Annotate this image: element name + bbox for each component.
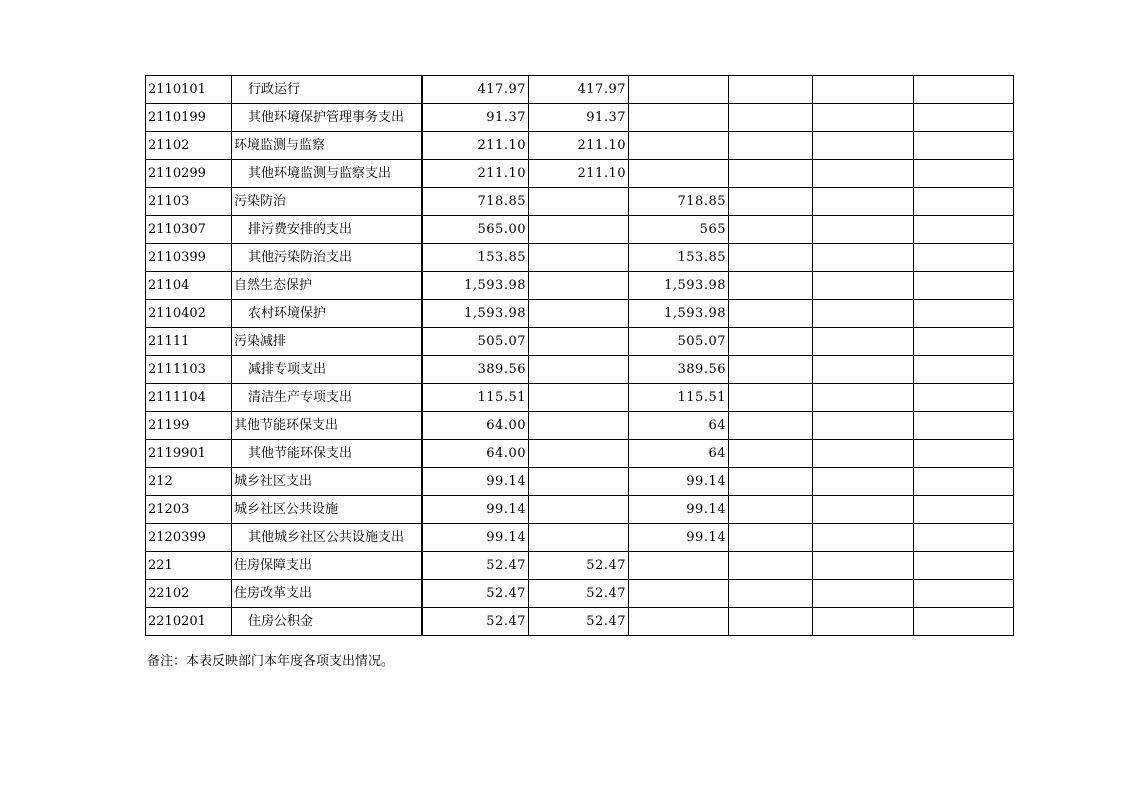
project-expenditure-cell	[629, 608, 729, 636]
total-amount-cell: 52.47	[422, 552, 529, 580]
account-name-cell: 行政运行	[232, 76, 422, 104]
empty-column-4-cell	[729, 552, 813, 580]
total-amount-cell: 115.51	[422, 384, 529, 412]
account-name-cell: 城乡社区支出	[232, 468, 422, 496]
total-amount-cell: 417.97	[422, 76, 529, 104]
empty-column-4-cell	[729, 384, 813, 412]
empty-column-4-cell	[729, 216, 813, 244]
empty-column-6-cell	[914, 272, 1014, 300]
empty-column-5-cell	[813, 356, 914, 384]
project-expenditure-cell: 99.14	[629, 468, 729, 496]
account-name-cell: 其他节能环保支出	[232, 412, 422, 440]
account-name-cell: 城乡社区公共设施	[232, 496, 422, 524]
table-body	[146, 76, 1014, 636]
total-amount-cell: 153.85	[422, 244, 529, 272]
total-amount-cell: 1,593.98	[422, 272, 529, 300]
project-expenditure-cell: 99.14	[629, 524, 729, 552]
empty-column-5-cell	[813, 272, 914, 300]
account-name-cell: 污染减排	[232, 328, 422, 356]
empty-column-6-cell	[914, 468, 1014, 496]
empty-column-6-cell	[914, 580, 1014, 608]
total-amount-cell: 64.00	[422, 440, 529, 468]
empty-column-4-cell	[729, 244, 813, 272]
total-amount-cell: 718.85	[422, 188, 529, 216]
empty-column-6-cell	[914, 132, 1014, 160]
account-name-cell: 其他环境保护管理事务支出	[232, 104, 422, 132]
project-expenditure-cell	[629, 580, 729, 608]
basic-expenditure-cell	[529, 244, 629, 272]
account-code-cell: 21199	[146, 412, 232, 440]
empty-column-6-cell	[914, 328, 1014, 356]
project-expenditure-cell: 99.14	[629, 496, 729, 524]
empty-column-4-cell	[729, 132, 813, 160]
basic-expenditure-cell	[529, 468, 629, 496]
basic-expenditure-cell	[529, 496, 629, 524]
account-code-cell: 21203	[146, 496, 232, 524]
account-code-cell: 212	[146, 468, 232, 496]
total-amount-cell: 505.07	[422, 328, 529, 356]
empty-column-5-cell	[813, 580, 914, 608]
total-amount-cell: 389.56	[422, 356, 529, 384]
empty-column-6-cell	[914, 300, 1014, 328]
account-code-cell: 2110199	[146, 104, 232, 132]
table-row	[146, 412, 1014, 440]
project-expenditure-cell: 718.85	[629, 188, 729, 216]
empty-column-4-cell	[729, 580, 813, 608]
account-name-cell: 住房保障支出	[232, 552, 422, 580]
empty-column-5-cell	[813, 608, 914, 636]
empty-column-5-cell	[813, 244, 914, 272]
table-row	[146, 76, 1014, 104]
account-name-cell: 农村环境保护	[232, 300, 422, 328]
table-row	[146, 104, 1014, 132]
account-name-cell: 其他污染防治支出	[232, 244, 422, 272]
table-row	[146, 328, 1014, 356]
empty-column-4-cell	[729, 356, 813, 384]
empty-column-6-cell	[914, 356, 1014, 384]
project-expenditure-cell: 153.85	[629, 244, 729, 272]
account-name-cell: 其他环境监测与监察支出	[232, 160, 422, 188]
account-code-cell: 22102	[146, 580, 232, 608]
account-code-cell: 2111104	[146, 384, 232, 412]
basic-expenditure-cell: 417.97	[529, 76, 629, 104]
total-amount-cell: 211.10	[422, 160, 529, 188]
empty-column-5-cell	[813, 468, 914, 496]
total-amount-cell: 565.00	[422, 216, 529, 244]
table-footnote: 备注：本表反映部门本年度各项支出情况。	[147, 654, 395, 669]
table-row	[146, 244, 1014, 272]
project-expenditure-cell	[629, 552, 729, 580]
empty-column-5-cell	[813, 132, 914, 160]
project-expenditure-cell	[629, 104, 729, 132]
empty-column-4-cell	[729, 104, 813, 132]
empty-column-5-cell	[813, 384, 914, 412]
empty-column-5-cell	[813, 440, 914, 468]
basic-expenditure-cell	[529, 384, 629, 412]
table-row	[146, 552, 1014, 580]
table-row	[146, 440, 1014, 468]
empty-column-5-cell	[813, 552, 914, 580]
account-name-cell: 排污费安排的支出	[232, 216, 422, 244]
table-row	[146, 216, 1014, 244]
empty-column-6-cell	[914, 104, 1014, 132]
table-row	[146, 384, 1014, 412]
empty-column-5-cell	[813, 300, 914, 328]
empty-column-4-cell	[729, 440, 813, 468]
empty-column-5-cell	[813, 160, 914, 188]
account-code-cell: 2110299	[146, 160, 232, 188]
project-expenditure-cell: 64	[629, 412, 729, 440]
empty-column-5-cell	[813, 524, 914, 552]
table-row	[146, 188, 1014, 216]
empty-column-6-cell	[914, 440, 1014, 468]
basic-expenditure-cell: 211.10	[529, 132, 629, 160]
account-code-cell: 221	[146, 552, 232, 580]
table-row	[146, 608, 1014, 636]
empty-column-6-cell	[914, 216, 1014, 244]
basic-expenditure-cell: 52.47	[529, 608, 629, 636]
total-amount-cell: 1,593.98	[422, 300, 529, 328]
account-code-cell: 2110402	[146, 300, 232, 328]
account-name-cell: 减排专项支出	[232, 356, 422, 384]
account-code-cell: 2120399	[146, 524, 232, 552]
table-row	[146, 496, 1014, 524]
empty-column-4-cell	[729, 272, 813, 300]
table-row	[146, 160, 1014, 188]
table-row	[146, 132, 1014, 160]
basic-expenditure-cell: 211.10	[529, 160, 629, 188]
empty-column-4-cell	[729, 160, 813, 188]
table-row	[146, 580, 1014, 608]
empty-column-4-cell	[729, 608, 813, 636]
empty-column-5-cell	[813, 412, 914, 440]
empty-column-4-cell	[729, 524, 813, 552]
expenditure-table	[145, 75, 1014, 636]
empty-column-6-cell	[914, 552, 1014, 580]
basic-expenditure-cell	[529, 412, 629, 440]
project-expenditure-cell: 1,593.98	[629, 300, 729, 328]
empty-column-6-cell	[914, 76, 1014, 104]
project-expenditure-cell	[629, 76, 729, 104]
total-amount-cell: 52.47	[422, 580, 529, 608]
table-row	[146, 356, 1014, 384]
account-code-cell: 2111103	[146, 356, 232, 384]
table-row	[146, 468, 1014, 496]
account-name-cell: 其他节能环保支出	[232, 440, 422, 468]
empty-column-6-cell	[914, 384, 1014, 412]
empty-column-5-cell	[813, 216, 914, 244]
basic-expenditure-cell	[529, 524, 629, 552]
empty-column-4-cell	[729, 300, 813, 328]
account-code-cell: 2110101	[146, 76, 232, 104]
basic-expenditure-cell	[529, 188, 629, 216]
basic-expenditure-cell	[529, 272, 629, 300]
empty-column-6-cell	[914, 608, 1014, 636]
account-name-cell: 清洁生产专项支出	[232, 384, 422, 412]
account-name-cell: 住房改革支出	[232, 580, 422, 608]
basic-expenditure-cell: 91.37	[529, 104, 629, 132]
project-expenditure-cell	[629, 160, 729, 188]
total-amount-cell: 99.14	[422, 468, 529, 496]
empty-column-6-cell	[914, 188, 1014, 216]
table-row	[146, 272, 1014, 300]
total-amount-cell: 52.47	[422, 608, 529, 636]
account-code-cell: 2110399	[146, 244, 232, 272]
basic-expenditure-cell: 52.47	[529, 552, 629, 580]
empty-column-5-cell	[813, 496, 914, 524]
project-expenditure-cell: 389.56	[629, 356, 729, 384]
empty-column-4-cell	[729, 468, 813, 496]
empty-column-6-cell	[914, 524, 1014, 552]
empty-column-5-cell	[813, 104, 914, 132]
account-code-cell: 2110307	[146, 216, 232, 244]
account-name-cell: 住房公积金	[232, 608, 422, 636]
basic-expenditure-cell	[529, 356, 629, 384]
empty-column-6-cell	[914, 244, 1014, 272]
project-expenditure-cell: 565	[629, 216, 729, 244]
empty-column-6-cell	[914, 412, 1014, 440]
empty-column-4-cell	[729, 496, 813, 524]
account-code-cell: 21103	[146, 188, 232, 216]
account-code-cell: 2210201	[146, 608, 232, 636]
empty-column-4-cell	[729, 328, 813, 356]
empty-column-6-cell	[914, 160, 1014, 188]
project-expenditure-cell: 505.07	[629, 328, 729, 356]
empty-column-5-cell	[813, 76, 914, 104]
empty-column-4-cell	[729, 412, 813, 440]
basic-expenditure-cell	[529, 216, 629, 244]
account-name-cell: 污染防治	[232, 188, 422, 216]
project-expenditure-cell	[629, 132, 729, 160]
project-expenditure-cell: 1,593.98	[629, 272, 729, 300]
empty-column-4-cell	[729, 188, 813, 216]
basic-expenditure-cell: 52.47	[529, 580, 629, 608]
project-expenditure-cell: 64	[629, 440, 729, 468]
total-amount-cell: 91.37	[422, 104, 529, 132]
basic-expenditure-cell	[529, 300, 629, 328]
account-code-cell: 21102	[146, 132, 232, 160]
empty-column-6-cell	[914, 496, 1014, 524]
basic-expenditure-cell	[529, 328, 629, 356]
account-code-cell: 2119901	[146, 440, 232, 468]
empty-column-5-cell	[813, 188, 914, 216]
project-expenditure-cell: 115.51	[629, 384, 729, 412]
total-amount-cell: 64.00	[422, 412, 529, 440]
empty-column-5-cell	[813, 328, 914, 356]
table-row	[146, 300, 1014, 328]
account-name-cell: 环境监测与监察	[232, 132, 422, 160]
empty-column-4-cell	[729, 76, 813, 104]
account-code-cell: 21104	[146, 272, 232, 300]
basic-expenditure-cell	[529, 440, 629, 468]
account-code-cell: 21111	[146, 328, 232, 356]
account-name-cell: 其他城乡社区公共设施支出	[232, 524, 422, 552]
total-amount-cell: 99.14	[422, 524, 529, 552]
table-row	[146, 524, 1014, 552]
total-amount-cell: 99.14	[422, 496, 529, 524]
total-amount-cell: 211.10	[422, 132, 529, 160]
account-name-cell: 自然生态保护	[232, 272, 422, 300]
